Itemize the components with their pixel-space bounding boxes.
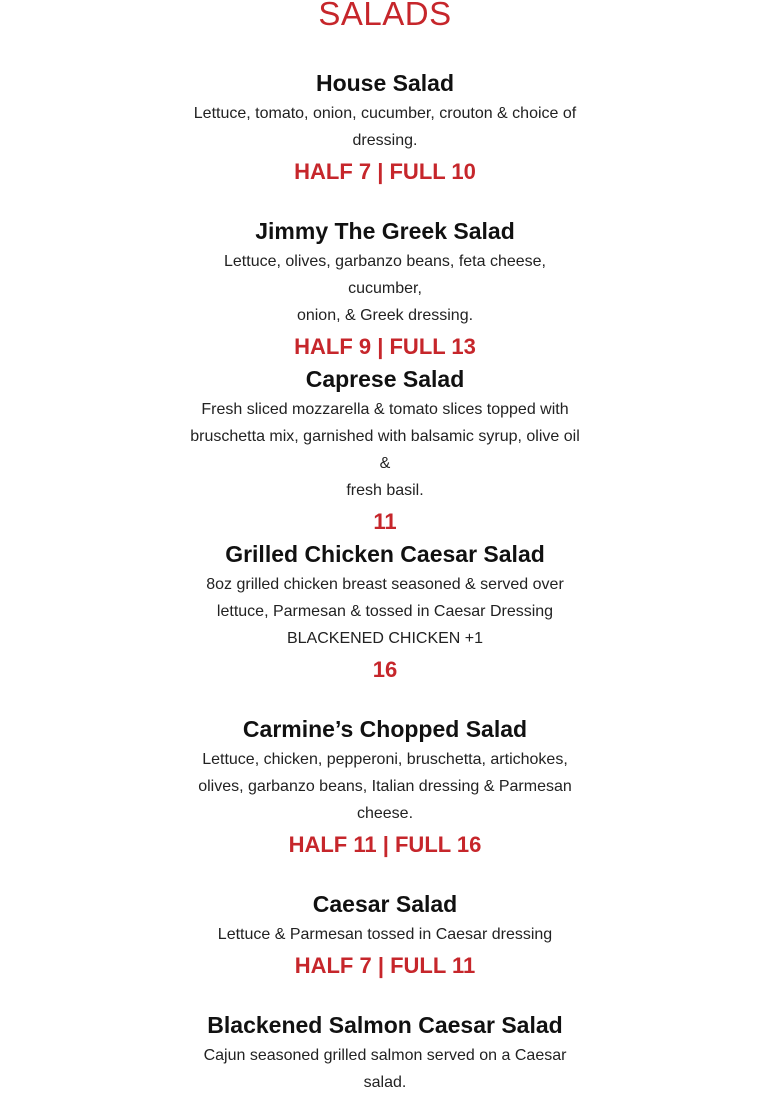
- item-name: Caprese Salad: [305, 366, 465, 392]
- item-description-line: 8oz grilled chicken breast seasoned & served over: [206, 576, 564, 593]
- item-description-line: Fresh sliced mozzarella & tomato slices topped with: [201, 401, 569, 418]
- item-name: Blackened Salmon Caesar Salad: [207, 1012, 563, 1038]
- item-description-line: Lettuce, olives, garbanzo beans, feta cheese, cucumber,: [224, 253, 546, 297]
- item-description-line: olives, garbanzo beans, Italian dressing & Parmesan: [198, 778, 572, 795]
- item-description-line: Lettuce & Parmesan tossed in Caesar dressing: [217, 926, 553, 943]
- item-name: Jimmy The Greek Salad: [255, 218, 515, 244]
- item-price: 16: [372, 657, 398, 682]
- item-price: HALF 7 | FULL 11: [294, 953, 476, 978]
- menu-item-grilled-chicken-caesar-salad: [185, 539, 585, 685]
- item-description: [185, 571, 585, 652]
- section-title: SALADS: [318, 0, 452, 32]
- item-description: [185, 921, 585, 948]
- item-description-line: BLACKENED CHICKEN +1: [286, 630, 484, 647]
- item-price: HALF 11 | FULL 16: [288, 832, 482, 857]
- item-description-line: cheese.: [356, 805, 414, 822]
- item-description: [185, 248, 585, 329]
- item-description-line: onion, & Greek dressing.: [296, 307, 474, 324]
- item-name: House Salad: [315, 70, 455, 96]
- item-description-line: bruschetta mix, garnished with balsamic syrup, olive oil &: [190, 428, 580, 472]
- menu-item-jimmy-the-greek-salad: [185, 216, 585, 362]
- item-description: [185, 746, 585, 827]
- item-description-line: dressing.: [352, 132, 418, 149]
- item-description-line: Cajun seasoned grilled salmon served on a Caesar: [203, 1047, 567, 1064]
- item-description-line: salad.: [363, 1074, 407, 1091]
- item-price: 11: [373, 509, 397, 534]
- item-description-line: lettuce, Parmesan & tossed in Caesar Dressing: [216, 603, 554, 620]
- menu-item-caprese-salad: [185, 364, 585, 537]
- menu-item-blackened-salmon-caesar-salad: [185, 1010, 585, 1096]
- item-description: [185, 100, 585, 154]
- item-price: HALF 7 | FULL 10: [294, 159, 476, 184]
- item-name: Carmine’s Chopped Salad: [242, 716, 528, 742]
- item-description-line: fresh basil.: [346, 482, 424, 499]
- item-description: [185, 1042, 585, 1096]
- menu-item-caesar-salad: [185, 889, 585, 981]
- item-description: [185, 396, 585, 504]
- item-name: Caesar Salad: [312, 891, 458, 917]
- item-price: HALF 9 | FULL 13: [294, 334, 476, 359]
- item-description-line: Lettuce, chicken, pepperoni, bruschetta, artichokes,: [202, 751, 568, 768]
- item-description-line: Lettuce, tomato, onion, cucumber, crouton & choice of: [193, 105, 577, 122]
- menu-item-carmines-chopped-salad: [185, 714, 585, 860]
- menu-item-house-salad: [185, 68, 585, 187]
- item-name: Grilled Chicken Caesar Salad: [225, 541, 545, 567]
